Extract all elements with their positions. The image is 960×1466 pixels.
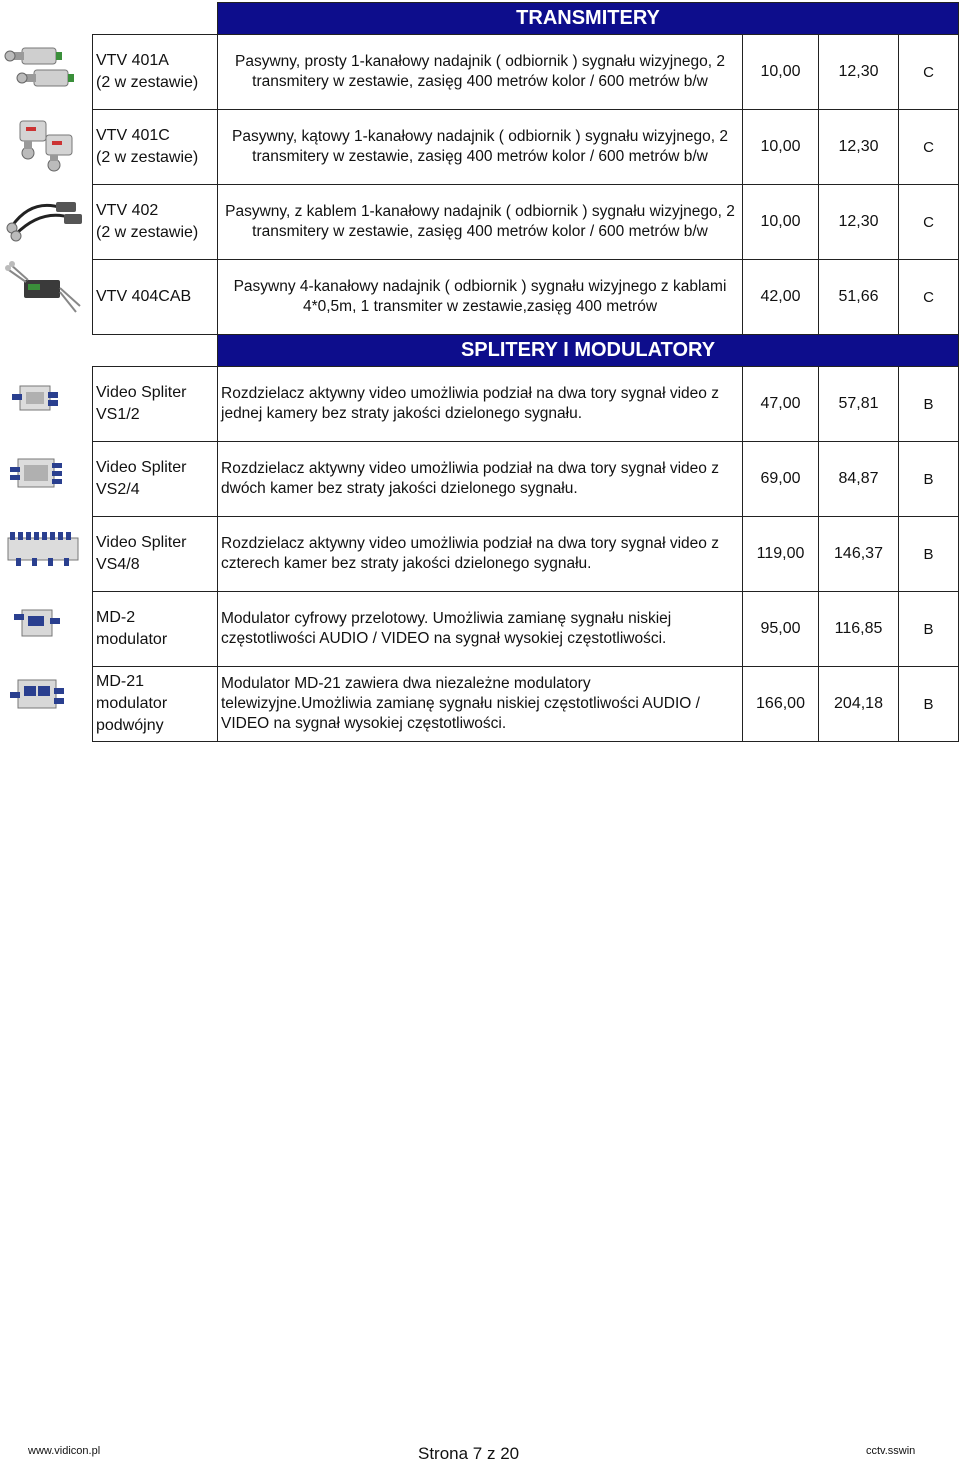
md2-product-image — [2, 596, 84, 656]
price-category: B — [899, 517, 959, 592]
vs1-2-product-image — [2, 372, 84, 432]
product-row — [93, 35, 959, 110]
net-price: 10,00 — [743, 35, 819, 110]
gross-price: 204,18 — [819, 667, 899, 742]
vs2-4-product-image — [2, 447, 84, 507]
price-category: C — [899, 110, 959, 185]
product-name: MD-21 modulator podwójny — [93, 667, 218, 742]
gross-price: 12,30 — [819, 110, 899, 185]
price-category: B — [899, 442, 959, 517]
net-price: 119,00 — [743, 517, 819, 592]
net-price: 69,00 — [743, 442, 819, 517]
gross-price: 146,37 — [819, 517, 899, 592]
product-description: Rozdzielacz aktywny video umożliwia podział na dwa tory sygnał video z czterech kamer bez straty jakości dzielonego sygnału. — [218, 517, 743, 592]
price-category: B — [899, 367, 959, 442]
gross-price: 84,87 — [819, 442, 899, 517]
product-name: VTV 401A (2 w zestawie) — [93, 35, 218, 110]
price-category: C — [899, 35, 959, 110]
net-price: 42,00 — [743, 260, 819, 335]
vtv404cab-product-image — [2, 258, 84, 318]
product-name: Video Spliter VS2/4 — [93, 442, 218, 517]
vtv401a-product-image — [2, 40, 84, 100]
vs4-8-product-image — [2, 522, 84, 582]
vtv402-product-image — [2, 188, 84, 248]
product-description: Pasywny, z kablem 1-kanałowy nadajnik ( odbiornik ) sygnału wizyjnego, 2 transmitery w zestawie, zasięg 400 metrów kolor / 600 metrów b/w — [218, 185, 743, 260]
section-header-splitery: SPLITERY I MODULATORY — [218, 335, 959, 367]
md21-product-image — [2, 668, 84, 728]
product-name: Video Spliter VS4/8 — [93, 517, 218, 592]
product-description: Modulator MD-21 zawiera dwa niezależne modulatory telewizyjne.Umożliwia zamianę sygnału niskiej częstotliwości AUDIO / VIDEO na sygnał wysokiej częstotliwości. — [218, 667, 743, 742]
vtv401c-product-image — [2, 115, 84, 175]
product-name: VTV 401C (2 w zestawie) — [93, 110, 218, 185]
product-name: MD-2 modulator — [93, 592, 218, 667]
gross-price: 12,30 — [819, 185, 899, 260]
product-row — [93, 592, 959, 667]
product-description: Rozdzielacz aktywny video umożliwia podział na dwa tory sygnał video z dwóch kamer bez straty jakości dzielonego sygnału. — [218, 442, 743, 517]
product-row — [93, 185, 959, 260]
net-price: 166,00 — [743, 667, 819, 742]
product-description: Pasywny, kątowy 1-kanałowy nadajnik ( odbiornik ) sygnału wizyjnego, 2 transmitery w zestawie, zasięg 400 metrów kolor / 600 metrów b/w — [218, 110, 743, 185]
price-category: C — [899, 260, 959, 335]
price-category: B — [899, 667, 959, 742]
product-description: Pasywny, prosty 1-kanałowy nadajnik ( odbiornik ) sygnału wizyjnego, 2 transmitery w zestawie, zasięg 400 metrów kolor / 600 metrów b/w — [218, 35, 743, 110]
product-name: Video Spliter VS1/2 — [93, 367, 218, 442]
gross-price: 51,66 — [819, 260, 899, 335]
product-row — [93, 442, 959, 517]
section-header-transmitery: TRANSMITERY — [218, 3, 959, 35]
product-description: Rozdzielacz aktywny video umożliwia podział na dwa tory sygnał video z jednej kamery bez straty jakości dzielonego sygnału. — [218, 367, 743, 442]
gross-price: 12,30 — [819, 35, 899, 110]
page-number: Strona 7 z 20 — [418, 1444, 520, 1463]
product-row — [93, 517, 959, 592]
gross-price: 116,85 — [819, 592, 899, 667]
net-price: 10,00 — [743, 110, 819, 185]
product-row — [93, 367, 959, 442]
product-description: Pasywny 4-kanałowy nadajnik ( odbiornik ) sygnału wizyjnego z kablami 4*0,5m, 1 transmiter w zestawie,zasięg 400 metrów — [218, 260, 743, 335]
product-description: Modulator cyfrowy przelotowy. Umożliwia zamianę sygnału niskiej częstotliwości AUDIO / VIDEO na sygnał wysokiej częstotliwości. — [218, 592, 743, 667]
product-name: VTV 402 (2 w zestawie) — [93, 185, 218, 260]
footer-website: www.vidicon.pl — [28, 1445, 101, 1457]
product-name: VTV 404CAB — [93, 260, 218, 335]
product-row — [93, 260, 959, 335]
product-row — [93, 110, 959, 185]
gross-price: 57,81 — [819, 367, 899, 442]
price-category: B — [899, 592, 959, 667]
net-price: 10,00 — [743, 185, 819, 260]
product-row — [93, 667, 959, 742]
net-price: 47,00 — [743, 367, 819, 442]
price-table — [92, 2, 959, 742]
price-category: C — [899, 185, 959, 260]
footer-code: cctv.sswin — [866, 1445, 916, 1457]
net-price: 95,00 — [743, 592, 819, 667]
